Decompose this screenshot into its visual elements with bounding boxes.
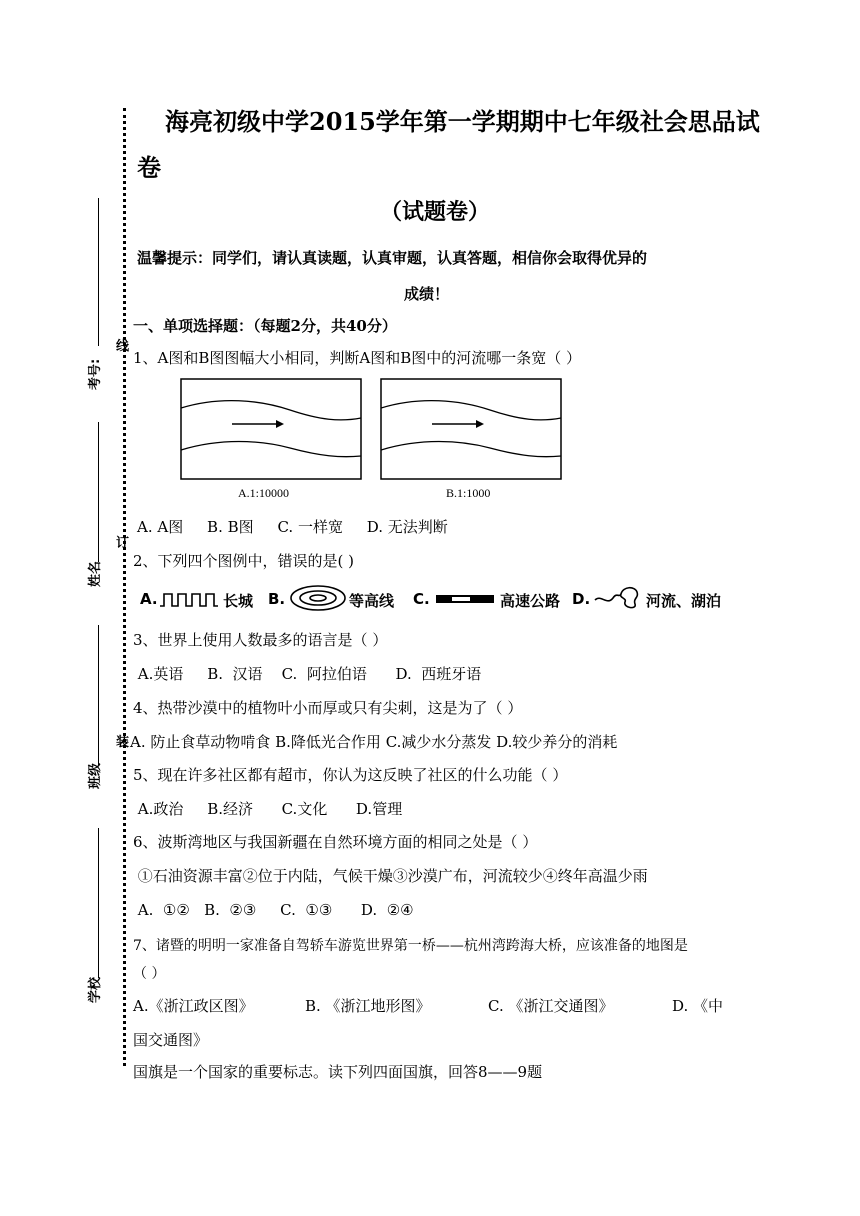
question-7-stem: 7、诸暨的明明一家准备自驾轿车游览世界第一桥——杭州湾跨海大桥，应该准备的地图是 (133, 938, 688, 954)
highway-symbol (436, 592, 496, 606)
map-a-label: A.1:10000 (238, 486, 289, 500)
exam-no-blank (98, 198, 99, 346)
map-a-figure (180, 378, 362, 480)
question-7-option-b: B. 《浙江地形图》 (305, 997, 431, 1015)
class-blank (98, 625, 99, 765)
tip-line-cont: 成绩！ (404, 285, 450, 303)
binding-dotted-line (123, 108, 126, 1066)
flags-intro: 国旗是一个国家的重要标志。读下列四面国旗，回答8——9题 (133, 1063, 543, 1081)
school-label: 学校 (88, 976, 103, 1003)
question-7-option-c: C. 《浙江交通图》 (488, 997, 614, 1015)
legend-c-label: 高速公路 (500, 592, 561, 610)
river-lake-symbol (593, 584, 643, 610)
legend-d-label: 河流、湖泊 (646, 592, 722, 610)
class-label: 班级 (88, 762, 103, 789)
page-title: 海亮初级中学2015学年第一学期期中七年级社会思品试 (165, 107, 760, 136)
question-4-stem: 4、热带沙漠中的植物叶小而厚或只有尖刺，这是为了（ ） (133, 699, 523, 717)
legend-a-prefix: A. (140, 590, 158, 608)
section-heading: 一、单项选择题：（每题2分，共40分） (133, 317, 397, 335)
question-3-options: A.英语 B. 汉语 C. 阿拉伯语 D. 西班牙语 (133, 665, 482, 683)
question-7-option-d-cont: 国交通图》 (133, 1031, 209, 1049)
legend-a-label: 长城 (223, 592, 254, 610)
question-4-options: A. 防止食草动物啃食 B.降低光合作用 C.减少水分蒸发 D.较少养分的消耗 (130, 733, 618, 751)
great-wall-symbol (160, 590, 220, 610)
map-b-figure (380, 378, 562, 480)
question-3-stem: 3、世界上使用人数最多的语言是（ ） (133, 631, 388, 649)
legend-b-label: 等高线 (349, 592, 395, 610)
question-5-options: A.政治 B.经济 C.文化 D.管理 (133, 800, 403, 818)
exam-no-label: 考号: (88, 358, 103, 390)
question-5-stem: 5、现在许多社区都有超市，你认为这反映了社区的什么功能（ ） (133, 766, 568, 784)
question-7-option-d: D. 《中 (672, 997, 724, 1015)
map-b-label: B.1:1000 (446, 486, 491, 500)
question-1-options: A. A图 B. B图 C. 一样宽 D. 无法判断 (137, 518, 448, 536)
question-6-statements: ①石油资源丰富②位于内陆，气候干燥③沙漠广布，河流较少④终年高温少雨 (133, 867, 648, 885)
question-2-stem: 2、下列四个图例中，错误的是( ) (133, 552, 355, 570)
question-1-stem: 1、A图和B图图幅大小相同，判断A图和B图中的河流哪一条宽（ ） (133, 349, 582, 367)
question-6-stem: 6、波斯湾地区与我国新疆在自然环境方面的相同之处是（ ） (133, 833, 538, 851)
name-label: 姓名 (88, 560, 103, 587)
bind-mark-ding: 订 (116, 536, 130, 551)
page-title-cont: 卷 (137, 153, 161, 182)
school-blank (98, 828, 99, 978)
question-7-paren: （ ） (133, 966, 166, 982)
tip-line: 温馨提示：同学们，请认真读题，认真审题，认真答题，相信你会取得优异的 (137, 249, 648, 267)
name-blank (98, 422, 99, 562)
legend-b-prefix: B. (268, 590, 286, 608)
legend-d-prefix: D. (572, 590, 591, 608)
legend-c-prefix: C. (413, 590, 430, 608)
bind-mark-xian: 线 (116, 339, 130, 354)
question-7-option-a: A.《浙江政区图》 (133, 997, 254, 1015)
bind-mark-zhuang: 装 (116, 735, 130, 750)
contour-symbol (289, 584, 347, 612)
page-subtitle: （试题卷） (380, 199, 491, 225)
question-6-options: A. ①② B. ②③ C. ①③ D. ②④ (133, 901, 414, 919)
